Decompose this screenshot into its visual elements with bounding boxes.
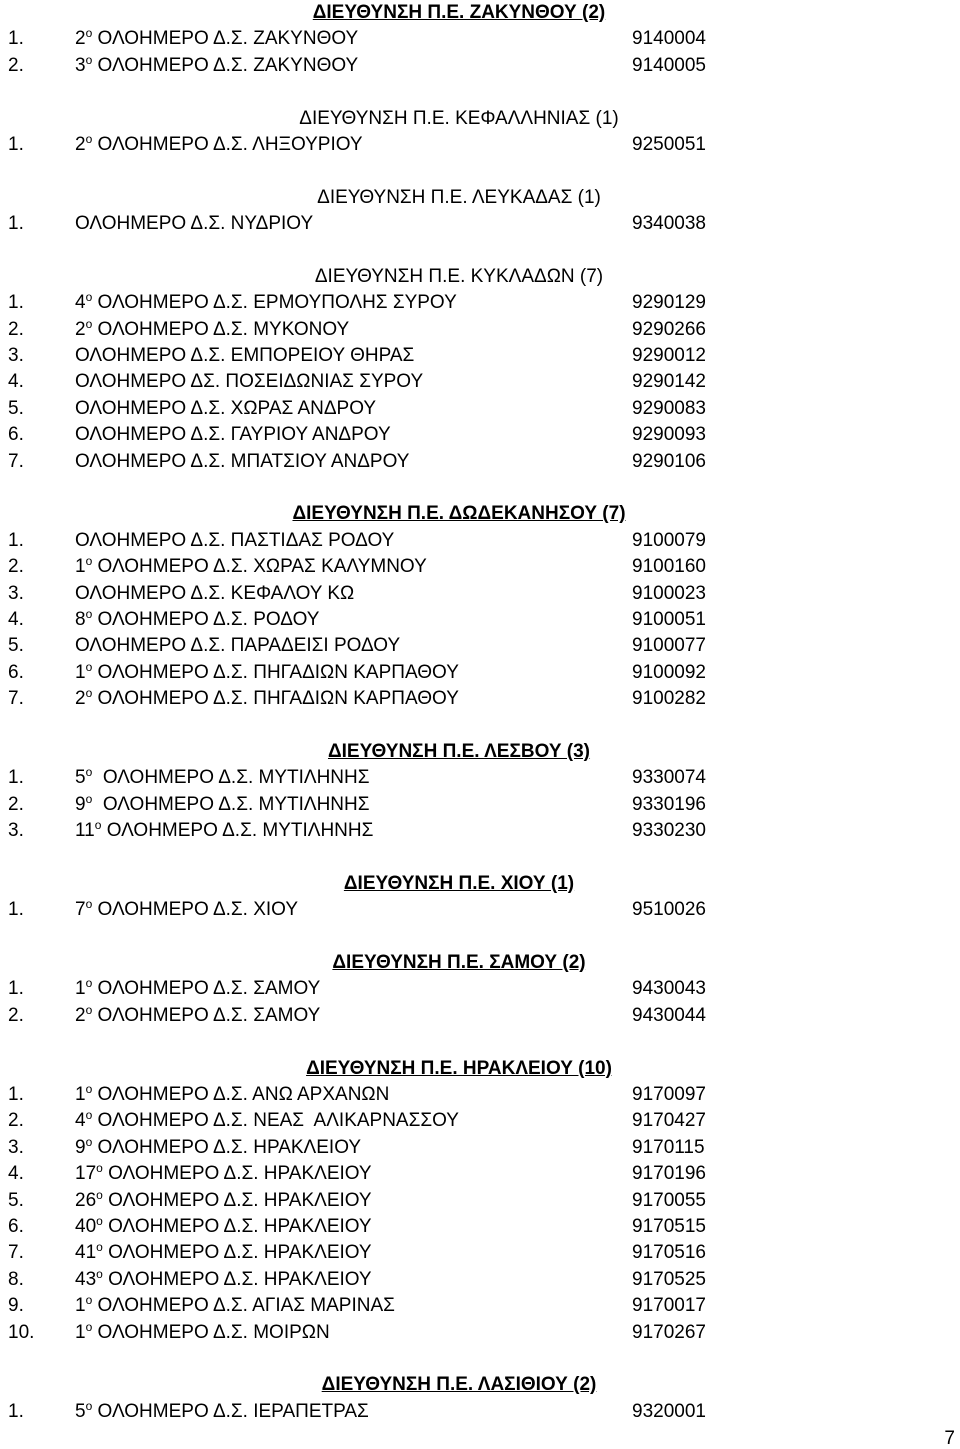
item-ordinal [75,659,93,683]
ordinal-number: 2 [75,688,86,710]
list-item [0,26,960,52]
item-number: 5. [8,397,24,419]
item-number: 2. [8,318,24,340]
item-name: ΟΛΟΗΜΕΡΟ Δ.Σ. ΠΗΓΑΔΙΩΝ ΚΑΡΠΑΘΟΥ [97,688,459,710]
list-item [0,1293,960,1319]
item-code: 9290142 [632,371,706,393]
item-text [75,1267,372,1293]
item-code: 9330074 [632,767,706,789]
item-name: ΟΛΟΗΜΕΡΟ Δ.Σ. ΠΑΣΤΙΔΑΣ ΡΟΔΟΥ [75,529,395,551]
list-item [0,211,960,237]
item-code: 9100160 [632,556,706,578]
list-item [0,1003,960,1029]
item-number: 3. [8,582,24,604]
item-ordinal [75,316,93,340]
item-ordinal [75,28,92,49]
item-name: ΟΛΟΗΜΕΡΟ Δ.Σ. ΜΥΤΙΛΗΝΗΣ [106,820,374,842]
list-item [0,1135,960,1161]
item-name: ΟΛΟΗΜΕΡΟ Δ.Σ. ΗΡΑΚΛΕΙΟΥ [108,1268,372,1290]
item-text [75,396,376,422]
list-item [0,897,960,923]
item-number: 1. [8,899,24,921]
item-code: 9140005 [632,54,706,76]
item-number: 2. [8,1110,24,1132]
ordinal-suffix: ο [85,686,93,701]
list-item [0,1161,960,1187]
item-number: 4. [8,608,24,630]
item-number: 1. [8,1400,24,1422]
page-number: 7 [944,1428,955,1449]
item-text [75,897,298,923]
item-name: ΟΛΟΗΜΕΡΟ Δ.Σ. ΑΝΩ ΑΡΧΑΝΩΝ [97,1084,390,1106]
item-name: ΟΛΟΗΜΕΡΟ Δ.Σ. ΜΟΙΡΩΝ [97,1321,330,1343]
item-number: 6. [8,661,24,683]
ordinal-number: 5 [75,767,86,789]
list-item [0,369,960,395]
section-heading: ΔΙΕΥΘΥΝΣΗ Π.Ε. ΛΑΣΙΘΙΟΥ (2) [321,1374,597,1396]
item-code: 9290012 [632,345,706,367]
ordinal-number: 2 [75,1004,86,1026]
item-number: 3. [8,345,24,367]
ordinal-number: 4 [75,1110,86,1132]
item-code: 9290083 [632,397,706,419]
ordinal-number: 1 [75,1321,86,1343]
item-text [75,686,459,712]
item-ordinal [75,1110,92,1131]
ordinal-suffix: ο [85,791,93,806]
ordinal-number: 1 [75,1295,86,1317]
ordinal-suffix: ο [85,659,93,674]
ordinal-number: 7 [75,899,86,921]
item-text [75,528,394,554]
item-ordinal [75,1213,103,1237]
item-code: 9430044 [632,1004,706,1026]
list-item [0,1240,960,1266]
item-text [75,1003,320,1029]
item-name: ΟΛΟΗΜΕΡΟ ΔΣ. ΠΟΣΕΙΔΩΝΙΑΣ ΣΥΡΟΥ [75,371,424,393]
item-ordinal [75,1084,92,1105]
list-item [0,1214,960,1240]
item-text [75,1161,372,1187]
item-number: 2. [8,54,24,76]
item-text [75,1108,459,1134]
item-text [75,1135,361,1161]
item-text [75,1293,395,1319]
item-name: ΟΛΟΗΜΕΡΟ Δ.Σ. ΖΑΚΥΝΘΟΥ [97,28,359,50]
item-name: ΟΛΟΗΜΕΡΟ Δ.Σ. ΝΕΑΣ ΑΛΙΚΑΡΝΑΣΣΟΥ [97,1110,459,1132]
item-text [75,1082,389,1108]
list-item [0,1320,960,1346]
list-item [0,132,960,158]
item-code: 9290266 [632,318,706,340]
ordinal-suffix: ο [94,818,102,833]
item-number: 1. [8,28,24,50]
item-text [75,369,423,395]
item-code: 9170115 [632,1136,705,1158]
ordinal-suffix: ο [96,1213,103,1228]
section-heading: ΔΙΕΥΘΥΝΣΗ Π.Ε. ΖΑΚΥΝΘΟΥ (2) [312,2,606,23]
ordinal-suffix: ο [85,52,93,67]
item-number: 4. [8,371,24,393]
item-text [75,343,414,369]
ordinal-number: 40 [75,1215,97,1237]
item-number: 1. [8,978,24,1000]
item-ordinal [75,1266,103,1290]
item-name: ΟΛΟΗΜΕΡΟ Δ.Σ. ΖΑΚΥΝΘΟΥ [97,54,359,76]
item-name: ΟΛΟΗΜΕΡΟ Δ.Σ. ΕΜΠΟΡΕΙΟΥ ΘΗΡΑΣ [75,345,415,367]
item-code: 9510026 [632,899,706,921]
item-number: 8. [8,1268,24,1290]
item-number: 4. [8,1163,24,1185]
item-name: ΟΛΟΗΜΕΡΟ Δ.Σ. ΧΩΡΑΣ ΑΝΔΡΟΥ [75,397,377,419]
section-heading: ΔΙΕΥΘΥΝΣΗ Π.Ε. ΚΕΦΑΛΛΗΝΙΑΣ (1) [299,107,619,129]
item-ordinal [75,791,93,815]
list-item [0,317,960,343]
item-ordinal [75,1398,93,1422]
item-name: ΟΛΟΗΜΕΡΟ Δ.Σ. ΡΟΔΟΥ [97,608,320,630]
item-ordinal [75,899,92,920]
item-code: 9170427 [632,1110,706,1132]
item-code: 9100051 [632,608,706,630]
item-text [75,1214,372,1240]
list-item [0,1267,960,1293]
list-item [0,633,960,659]
item-name: ΟΛΟΗΜΕΡΟ Δ.Σ. ΚΕΦΑΛΟΥ ΚΩ [75,582,355,604]
item-number: 7. [8,450,24,472]
ordinal-number: 17 [75,1163,97,1185]
list-item [0,343,960,369]
ordinal-suffix: ο [96,1187,103,1202]
ordinal-number: 43 [75,1268,97,1290]
item-code: 9290129 [632,292,706,314]
ordinal-suffix: ο [85,976,93,991]
item-code: 9170055 [632,1189,706,1211]
ordinal-number: 26 [75,1189,97,1211]
ordinal-suffix: ο [85,765,93,780]
item-text [75,132,363,158]
list-item [0,1399,960,1425]
item-code: 9170516 [632,1242,706,1264]
item-code: 9100092 [632,661,706,683]
item-name: ΟΛΟΗΜΕΡΟ Δ.Σ. ΗΡΑΚΛΕΙΟΥ [108,1242,372,1264]
item-number: 3. [8,820,24,842]
ordinal-number: 2 [75,318,86,340]
item-name: ΟΛΟΗΜΕΡΟ Δ.Σ. ΕΡΜΟΥΠΟΛΗΣ ΣΥΡΟΥ [97,292,457,314]
item-text [75,765,370,791]
list-item [0,660,960,686]
ordinal-number: 5 [75,1400,86,1422]
item-code: 9100079 [632,529,706,551]
item-text [75,449,409,475]
list-item [0,792,960,818]
ordinal-suffix: ο [85,290,93,305]
item-code: 9170267 [632,1321,706,1343]
ordinal-suffix: ο [96,1161,103,1176]
ordinal-number: 1 [75,1084,86,1106]
item-ordinal [75,1187,103,1211]
item-text [75,26,358,52]
item-name: ΟΛΟΗΜΕΡΟ Δ.Σ. ΜΥΤΙΛΗΝΗΣ [97,767,370,789]
item-code: 9170196 [632,1163,706,1185]
item-code: 9100077 [632,635,706,657]
item-number: 1. [8,133,24,155]
list-item [0,765,960,791]
item-text [75,581,354,607]
item-ordinal [75,556,92,577]
item-number: 7. [8,1242,24,1264]
item-name: ΟΛΟΗΜΕΡΟ Δ.Σ. ΜΠΑΤΣΙΟΥ ΑΝΔΡΟΥ [75,450,410,472]
ordinal-number: 2 [75,133,86,155]
item-text [75,317,349,343]
section-heading: ΔΙΕΥΘΥΝΣΗ Π.Ε. ΔΩΔΕΚΑΝΗΣΟΥ (7) [292,503,626,525]
item-name: ΟΛΟΗΜΕΡΟ Δ.Σ. ΠΑΡΑΔΕΙΣΙ ΡΟΔΟΥ [75,635,401,657]
ordinal-suffix: ο [85,1134,93,1149]
item-text [75,607,319,633]
ordinal-number: 8 [75,608,86,630]
item-name: ΟΛΟΗΜΕΡΟ Δ.Σ. ΗΡΑΚΛΕΙΟΥ [108,1215,372,1237]
item-code: 9340038 [632,213,706,235]
ordinal-suffix: ο [85,26,93,41]
item-name: ΟΛΟΗΜΕΡΟ Δ.Σ. ΧΩΡΑΣ ΚΑΛΥΜΝΟΥ [97,556,427,578]
list-item [0,607,960,633]
item-ordinal [75,1134,93,1158]
ordinal-suffix: ο [85,1108,93,1123]
item-ordinal [75,820,101,841]
list-item [0,976,960,1002]
list-item [0,581,960,607]
item-name: ΟΛΟΗΜΕΡΟ Δ.Σ. ΗΡΑΚΛΕΙΟΥ [108,1189,372,1211]
ordinal-number: 4 [75,292,86,314]
section-heading: ΔΙΕΥΘΥΝΣΗ Π.Ε. ΚΥΚΛΑΔΩΝ (7) [314,265,604,287]
item-text [75,53,358,79]
item-ordinal [75,767,92,788]
item-name: ΟΛΟΗΜΕΡΟ Δ.Σ. ΧΙΟΥ [97,899,299,921]
item-number: 9. [8,1295,24,1317]
item-text [75,660,459,686]
list-item [0,396,960,422]
ordinal-suffix: ο [85,1002,93,1017]
list-item [0,449,960,475]
item-ordinal [75,131,93,155]
section-heading: ΔΙΕΥΘΥΝΣΗ Π.Ε. ΛΕΥΚΑΔΑΣ (1) [317,186,601,208]
item-code: 9100282 [632,688,706,710]
ordinal-suffix: ο [85,1293,93,1308]
list-item [0,1188,960,1214]
item-code: 9250051 [632,133,706,155]
item-code: 9140004 [632,28,706,50]
item-code: 9330196 [632,793,706,815]
item-name: ΟΛΟΗΜΕΡΟ Δ.Σ. ΝΥΔΡΙΟΥ [75,213,314,235]
ordinal-suffix: ο [85,897,93,912]
ordinal-suffix: ο [85,316,93,331]
item-text [75,1399,369,1425]
item-number: 1. [8,292,24,314]
item-number: 2. [8,556,24,578]
item-number: 1. [8,529,24,551]
ordinal-number: 41 [75,1242,97,1264]
ordinal-suffix: ο [85,554,93,569]
item-number: 5. [8,635,24,657]
ordinal-suffix: ο [85,606,93,621]
item-number: 7. [8,688,24,710]
ordinal-suffix: ο [96,1240,103,1255]
item-text [75,792,370,818]
item-number: 3. [8,1136,24,1158]
ordinal-suffix: ο [85,1082,93,1097]
item-code: 9430043 [632,978,706,1000]
item-code: 9170097 [632,1084,706,1106]
item-text [75,1188,372,1214]
list-item [0,818,960,844]
item-name: ΟΛΟΗΜΕΡΟ Δ.Σ. ΣΑΜΟΥ [97,978,321,1000]
list-item [0,290,960,316]
item-code: 9170515 [632,1215,706,1237]
item-text [75,1320,330,1346]
item-ordinal [75,688,92,709]
item-code: 9170525 [632,1268,706,1290]
item-number: 10. [8,1321,35,1343]
section-heading: ΔΙΕΥΘΥΝΣΗ Π.Ε. ΗΡΑΚΛΕΙΟΥ (10) [306,1057,612,1079]
item-code: 9100023 [632,582,706,604]
list-item [0,422,960,448]
item-ordinal [75,1163,103,1184]
item-number: 6. [8,1215,24,1237]
item-name: ΟΛΟΗΜΕΡΟ Δ.Σ. ΗΡΑΚΛΕΙΟΥ [97,1136,362,1158]
list-item [0,528,960,554]
ordinal-number: 1 [75,661,86,683]
item-text [75,818,373,844]
ordinal-number: 11 [75,820,95,842]
item-number: 1. [8,213,24,235]
ordinal-suffix: ο [85,1319,93,1334]
item-text [75,554,427,580]
item-code: 9320001 [632,1400,706,1422]
item-text [75,290,457,316]
item-text [75,422,391,448]
item-text [75,1240,372,1266]
item-number: 2. [8,793,24,815]
list-item [0,53,960,79]
item-name: ΟΛΟΗΜΕΡΟ Δ.Σ. ΗΡΑΚΛΕΙΟΥ [108,1163,372,1185]
item-name: ΟΛΟΗΜΕΡΟ Δ.Σ. ΑΓΙΑΣ ΜΑΡΙΝΑΣ [97,1295,395,1317]
item-ordinal [75,606,93,630]
item-name: ΟΛΟΗΜΕΡΟ Δ.Σ. ΜΥΤΙΛΗΝΗΣ [97,793,370,815]
item-number: 1. [8,767,24,789]
item-ordinal [75,1319,93,1343]
item-number: 1. [8,1084,24,1106]
list-item [0,554,960,580]
ordinal-suffix: ο [96,1266,103,1281]
section-heading: ΔΙΕΥΘΥΝΣΗ Π.Ε. ΧΙΟΥ (1) [343,872,575,894]
ordinal-number: 1 [75,556,86,578]
item-code: 9170017 [632,1295,706,1317]
ordinal-suffix: ο [85,131,93,146]
item-name: ΟΛΟΗΜΕΡΟ Δ.Σ. ΙΕΡΑΠΕΤΡΑΣ [97,1400,369,1422]
list-item [0,1082,960,1108]
item-name: ΟΛΟΗΜΕΡΟ Δ.Σ. ΠΗΓΑΔΙΩΝ ΚΑΡΠΑΘΟΥ [97,661,459,683]
item-code: 9290093 [632,424,706,446]
item-name: ΟΛΟΗΜΕΡΟ Δ.Σ. ΛΗΞΟΥΡΙΟΥ [97,133,363,155]
item-ordinal [75,978,92,999]
item-ordinal [75,292,92,313]
item-name: ΟΛΟΗΜΕΡΟ Δ.Σ. ΓΑΥΡΙΟΥ ΑΝΔΡΟΥ [75,424,391,446]
item-number: 2. [8,1004,24,1026]
item-text [75,976,320,1002]
item-code: 9290106 [632,450,706,472]
item-text [75,633,400,659]
item-code: 9330230 [632,820,706,842]
item-text [75,211,313,237]
item-ordinal [75,52,93,76]
ordinal-number: 3 [75,54,86,76]
item-ordinal [75,1002,93,1026]
item-number: 6. [8,424,24,446]
list-item [0,1108,960,1134]
item-name: ΟΛΟΗΜΕΡΟ Δ.Σ. ΣΑΜΟΥ [97,1004,321,1026]
ordinal-number: 2 [75,28,86,50]
section-heading: ΔΙΕΥΘΥΝΣΗ Π.Ε. ΛΕΣΒΟΥ (3) [327,740,591,762]
item-number: 5. [8,1189,24,1211]
ordinal-suffix: ο [85,1398,93,1413]
ordinal-number: 9 [75,1136,86,1158]
ordinal-number: 9 [75,793,86,815]
ordinal-number: 1 [75,978,86,1000]
list-item [0,686,960,712]
item-name: ΟΛΟΗΜΕΡΟ Δ.Σ. ΜΥΚΟΝΟΥ [97,318,350,340]
section-heading: ΔΙΕΥΘΥΝΣΗ Π.Ε. ΣΑΜΟΥ (2) [332,952,586,974]
item-ordinal [75,1242,103,1263]
item-ordinal [75,1295,92,1316]
